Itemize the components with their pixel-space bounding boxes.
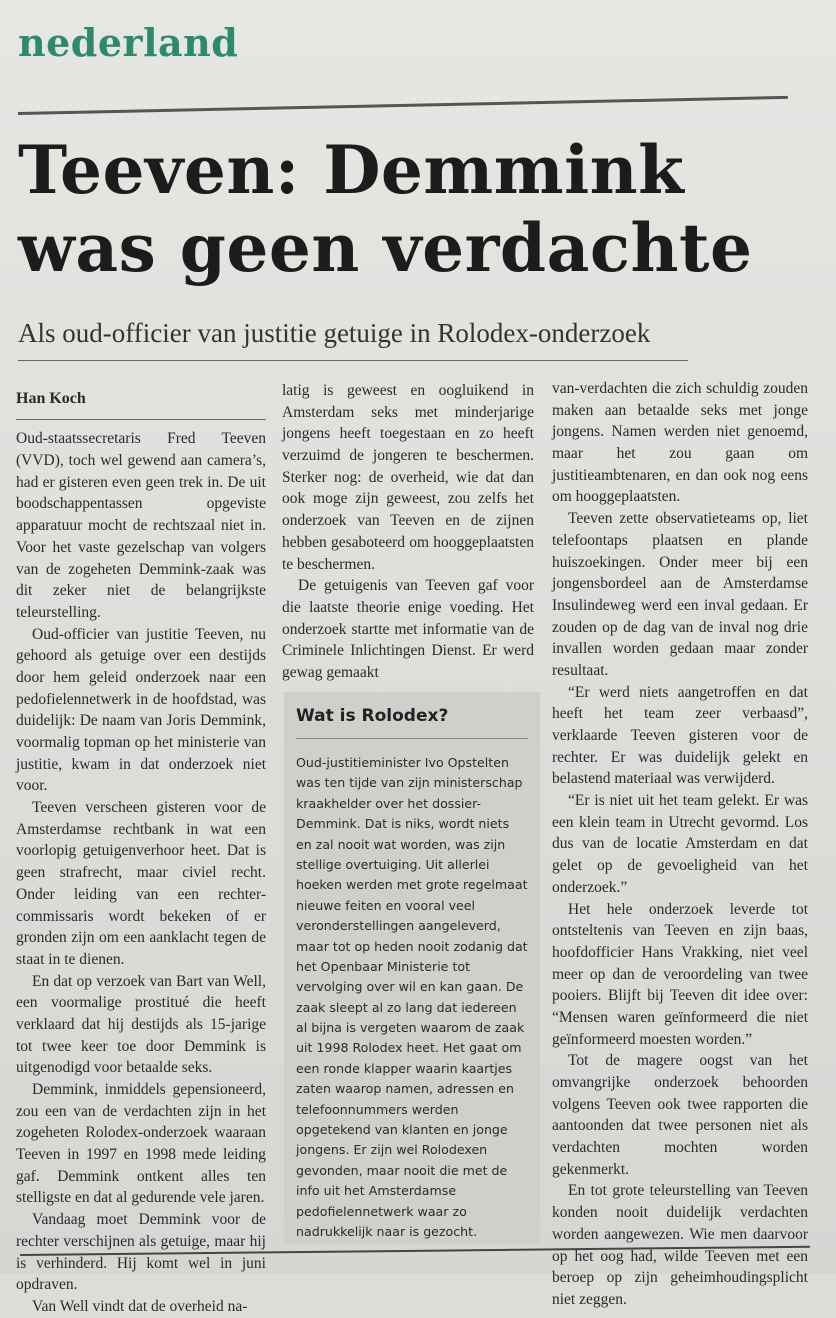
article-column-1 [16, 388, 266, 1318]
headline-line-1: Teeven: Demmink [18, 131, 685, 209]
paragraph: Vandaag moet Demmink voor de rechter verschijnen als getuige, maar hij is verhinderd. Hij komt wel in juni opdraven. [16, 1211, 266, 1294]
paragraph: Teeven zette observatieteams op, liet telefoontaps plaatsen en plande huiszoekingen. Onder meer bij een jongensbordeel aan de Amsterdamse Insulindeweg werd een inval gedaan. Er zouden op de dag van de inval nog drie invallen worden gedaan maar zonder resultaat. [552, 510, 808, 679]
subheadline: Als oud-officier van justitie getuige in Rolodex-onderzoek [18, 318, 651, 348]
paragraph: Het hele onderzoek leverde tot ontsteltenis van Teeven en zijn baas, hoofdofficier Hans Vrakking, niet veel meer op dan de veroordeling van twee pooiers. Blijft bij Teeven dit idee over: “Mensen waren geïnformeerd die niet geïnformeerd moesten worden.” [552, 900, 808, 1048]
byline: Han Koch [16, 390, 86, 407]
paragraph: De getuigenis van Teeven gaf voor die laatste theorie enige voeding. Het onderzoek startte met informatie van de Criminele Inlichtingen Dienst. Er werd gewag gemaakt [282, 577, 534, 681]
section-label: nederland [18, 20, 239, 65]
paragraph: Van Well vindt dat de overheid na- [32, 1297, 248, 1315]
article-column-3 [552, 378, 808, 1311]
sidebar-box-text: Oud-justitieminister Ivo Opstelten was ten tijde van zijn ministerschap kraakhelder over het dossier-Demmink. Dat is niks, wordt niets en zal nooit wat worden, was zijn stellige overtuiging. Uit allerlei hoeken werden met grote regelmaat nieuwe feiten en vooral veel veronderstellingen aangeleverd, maar tot op heden nooit zodanig dat het Openbaar Ministerie tot vervolging over wil en kan gaan. De zaak sleept al zo lang dat iedereen al bijna is vergeten waarom de zaak uit 1998 Rolodex heet. Het gaat om een ronde klapper waarin kaartjes zaten waarop namen, adressen en telefoonnummers werden opgetekend van klanten en jonge jongens. Er zijn wel Rolodexen gevonden, maar nooit die met de info uit het Amsterdamse pedofielennetwerk waar zo nadrukkelijk naar is gezocht. [296, 755, 528, 1239]
paragraph: Oud-officier van justitie Teeven, nu gehoord als getuige over een destijds door hem geleid onderzoek naar een pedofielennetwerk in de hoofdstad, was duidelijk: De naam van Joris Demmink, voormalig topman op het ministerie van justitie, kwam in dat onderzoek niet voor. [16, 625, 266, 795]
paragraph: En tot grote teleurstelling van Teeven konden nooit duidelijk verdachten worden aangewezen. Wie men daarvoor op het oog had, wilde Teeven met een beroep op zijn geheimhoudingsplicht niet zeggen. [552, 1182, 808, 1308]
byline-block [16, 388, 266, 416]
paragraph: “Er is niet uit het team gelekt. Er was een klein team in Utrecht gevormd. Los dus van de locatie Amsterdam en dat gelet op de gevoeligheid van het onderzoek.” [552, 792, 808, 896]
sidebar-box-rolodex [284, 692, 540, 1244]
article-column-2 [282, 380, 534, 684]
paragraph: Oud-staatssecretaris Fred Teeven (VVD), toch wel gewend aan camera’s, had er gisteren even geen trek in. De uit boodschappentassen opgeviste apparatuur mocht de rechtszaal niet in. Voor het vaste gezelschap van volgers van de zogeheten Demmink-zaak was dit zeker niet de belangrijkste teleurstelling. [16, 430, 266, 621]
paragraph: En dat op verzoek van Bart van Well, een voormalige prostitué die heeft verklaard dat hij destijds als 15-jarige tot twee keer toe door Demmink is uitgenodigd voor betaalde seks. [16, 972, 266, 1077]
paragraph: latig is geweest en oogluikend in Amsterdam seks met minderjarige jongens heeft toegestaan en zo heeft verzuimd de jongeren te beschermen. Sterker nog: de overheid, wie dat dan ook moge zijn geweest, zou zelfs het onderzoek van Teeven en de zijnen hebben gesaboteerd om hooggeplaatsten te beschermen. [282, 382, 534, 573]
sidebar-box-divider [296, 738, 528, 739]
paragraph: Demmink, inmiddels gepensioneerd, zou een van de verdachten zijn in het zogeheten Rolodex-onderzoek waaraan Teeven in 1997 en 1998 mede leiding gaf. Demmink ontkent alles ten stelligste en dat al gedurende vele jaren. [16, 1081, 266, 1207]
headline [18, 132, 808, 288]
sidebar-box-title: Wat is Rolodex? [296, 706, 449, 726]
subheadline-divider [18, 360, 688, 361]
paragraph: “Er werd niets aangetroffen en dat heeft het team zeer verbaasd”, verklaarde Teeven gisteren voor de rechter. Er was duidelijk gelekt en belastend materiaal was verwijderd. [552, 683, 808, 788]
paragraph: Tot de magere oogst van het omvangrijke onderzoek behoorden volgens Teeven ook twee rapporten die aantoonden dat twee personen niet als verdachten mochten worden gekenmerkt. [552, 1052, 808, 1178]
paragraph: van-verdachten die zich schuldig zouden maken aan betaalde seks met jonge jongens. Namen werden niet genoemd, maar het zou gaan om justitieambtenaren, en dan ook nog eens om hooggeplaatsten. [552, 380, 808, 506]
top-divider [18, 96, 788, 115]
paragraph: Teeven verscheen gisteren voor de Amsterdamse rechtbank in wat een voorlopig getuigenverhoor heet. Dat is geen strafrecht, maar civiel recht. Onder leiding van een rechter-commissaris wordt bekeken of er gronden zijn om een aanklacht tegen de staat in te dienen. [16, 799, 266, 968]
headline-line-2: was geen verdachte [18, 208, 753, 287]
